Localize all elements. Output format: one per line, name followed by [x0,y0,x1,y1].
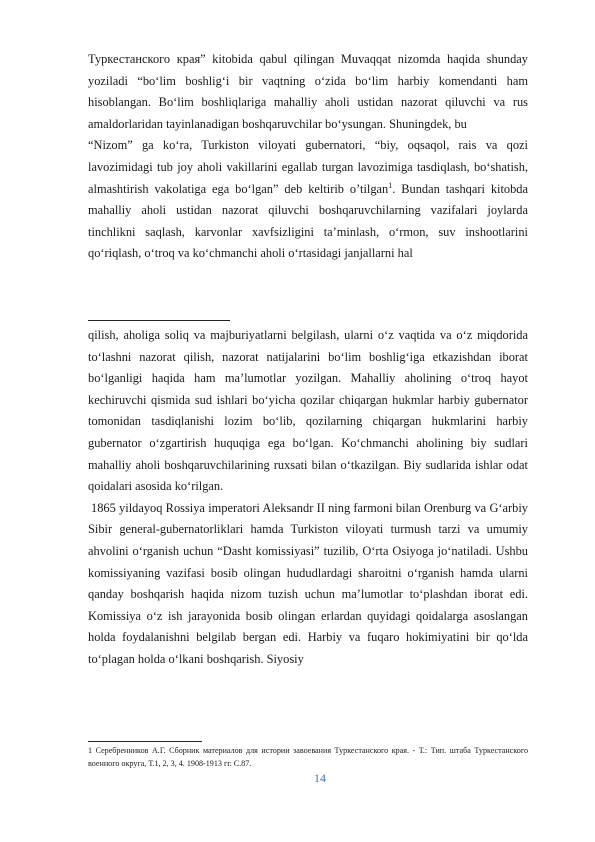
footnote: 1 Серебренников А.Г. Сборник материалов для истории завоевания Туркестанского края. - Т.: Тип. штаба Туркестанского военного округа, Т.1, 2, 3, 4. 1908-1913 гг. С.87. [88,746,528,768]
footnote-separator [88,741,202,742]
paragraph [88,135,528,265]
paragraph-text: “Nizom” ga ko‘ra, Turkiston viloyati gubernatori, “biy, oqsaqol, rais va qozi lavozimidagi tub joy aholi vakillarini egallab turgan lavozimiga tasdiqlash, bo‘shatish, almashtirish vakolatiga ega bo‘lgan” deb keltirib o’tilgan [88,138,528,196]
text-block-upper [88,49,528,265]
paragraph: Туркестанского края” kitobida qabul qilingan Muvaqqat nizomda haqida shunday yoziladi “bo‘lim boshlig‘i bir vaqtning o‘zida bo‘lim harbiy komendanti ham hisoblangan. Bo‘lim boshliqlariga mahalliy aholi ustidan nazorat qiluvchi va rus amaldorlaridan tayinlanadigan boshqaruvchilar bo‘ysungan. Shuningdek, bu [88,52,528,131]
page-number: 14 [314,771,326,785]
footnote-ref[interactable]: 1 [388,180,393,190]
paragraph-text: . Bundan tashqari kitobda mahalliy aholi ustidan nazorat qiluvchi boshqaruvchilarning vazifalari joylarda tinchlikni saqlash, karvonlar xavfsizligini ta’minlash, o‘rmon, suv inshootlarini qo‘riqlash, o‘troq va ko‘chmanchi aholi o‘rtasidagi janjallarni hal [88,181,529,261]
text-block-lower [88,325,528,671]
page-break-rule [88,320,230,321]
paragraph: 1865 yildayoq Rossiya imperatori Aleksandr II ning farmoni bilan Orenburg va G‘arbiy Sibir general-gubernatorliklari hamda Turkiston viloyati turmush tarzi va umumiy ahvolini o‘rganish uchun “Dasht komissiyasi” tuzilib, O‘rta Osiyoga jo‘natiladi. Ushbu komissiyaning vazifasi bosib olingan hududlardagi sharoitni o‘rganish hamda ularni qanday boshqarish haqida nizom tuzish uchun ma’lumotlar to‘plashdan iborat edi. Komissiya o‘z ish jarayonida bosib olingan erlardan quyidagi qoidalarga asoslangan holda foydalanishni belgilab bergan edi. Harbiy va fuqaro hokimiyatini bir qo‘lda to‘plagan holda o‘lkani boshqarish. Siyosiy [88,500,528,666]
paragraph: qilish, aholiga soliq va majburiyatlarni belgilash, ularni o‘z vaqtida va o‘z miqdorida to‘lashni nazorat qilish, nazorat natijalarini bo‘lim boshlig‘iga etkazishdan iborat bo‘lganligi haqida ham ma’lumotlar yozilgan. Mahalliy aholining o‘troq hayot kechiruvchi qismida sud ishlari bo‘yicha qozilar chiqargan hukmlar harbiy gubernator tomonidan tasdiqlanishi lozim bo‘lib, qozilarning chiqargan hukmlarini harbiy gubernator o‘zgartirish huquqiga ega bo‘lgan. Ko‘chmanchi aholining biy sudlari mahalliy aholi boshqaruvchilarining ruxsati bilan o‘tkazilgan. Biy sudlarida ishlar odat qoidalari asosida ko‘rilgan. [88,328,528,494]
